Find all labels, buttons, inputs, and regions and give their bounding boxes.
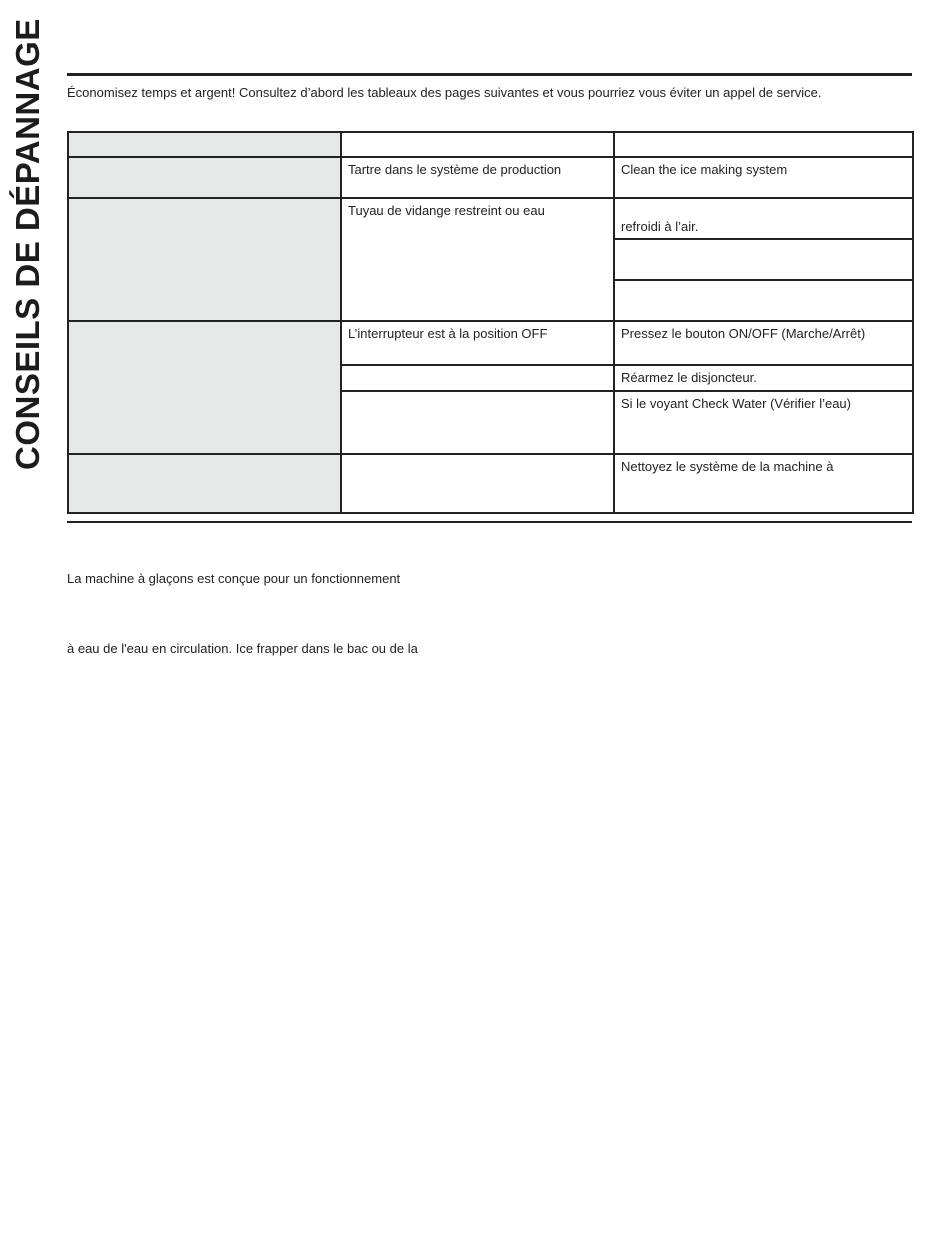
solution-cell: Si le voyant Check Water (Vérifier l’eau) bbox=[614, 391, 913, 454]
bottom-divider bbox=[67, 521, 912, 523]
solution-cell bbox=[614, 280, 913, 321]
section-title: CONSEILS DE DÉPANNAGE bbox=[9, 18, 46, 470]
header-problem-cell bbox=[68, 132, 341, 157]
problem-cell bbox=[68, 321, 341, 454]
solution-cell: Réarmez le disjoncteur. bbox=[614, 365, 913, 391]
cause-cell bbox=[341, 365, 614, 391]
table-header-row bbox=[68, 132, 913, 157]
body-paragraph: à eau de l'eau en circulation. Ice frapper dans le bac ou de la bbox=[67, 641, 418, 656]
cause-cell: L’interrupteur est à la position OFF bbox=[341, 321, 614, 365]
table-row bbox=[68, 454, 913, 513]
table-row bbox=[68, 321, 913, 365]
solution-cell: Clean the ice making system bbox=[614, 157, 913, 198]
problem-cell bbox=[68, 198, 341, 321]
header-cause-cell bbox=[341, 132, 614, 157]
solution-cell: refroidi à l’air. bbox=[614, 198, 913, 239]
table-row bbox=[68, 198, 913, 239]
troubleshooting-table bbox=[67, 131, 914, 514]
top-divider bbox=[67, 73, 912, 76]
problem-cell bbox=[68, 454, 341, 513]
cause-cell bbox=[341, 454, 614, 513]
solution-cell: Nettoyez le système de la machine à bbox=[614, 454, 913, 513]
solution-cell bbox=[614, 239, 913, 280]
body-paragraph: La machine à glaçons est conçue pour un fonctionnement bbox=[67, 571, 401, 586]
cause-cell bbox=[341, 391, 614, 454]
problem-cell bbox=[68, 157, 341, 198]
header-solution-cell bbox=[614, 132, 913, 157]
table-row bbox=[68, 157, 913, 198]
cause-cell: Tartre dans le système de production bbox=[341, 157, 614, 198]
solution-cell: Pressez le bouton ON/OFF (Marche/Arrêt) bbox=[614, 321, 913, 365]
intro-text: Économisez temps et argent! Consultez d’abord les tableaux des pages suivantes et vous pourriez vous éviter un appel de service. bbox=[67, 85, 822, 100]
cause-cell: Tuyau de vidange restreint ou eau bbox=[341, 198, 614, 321]
